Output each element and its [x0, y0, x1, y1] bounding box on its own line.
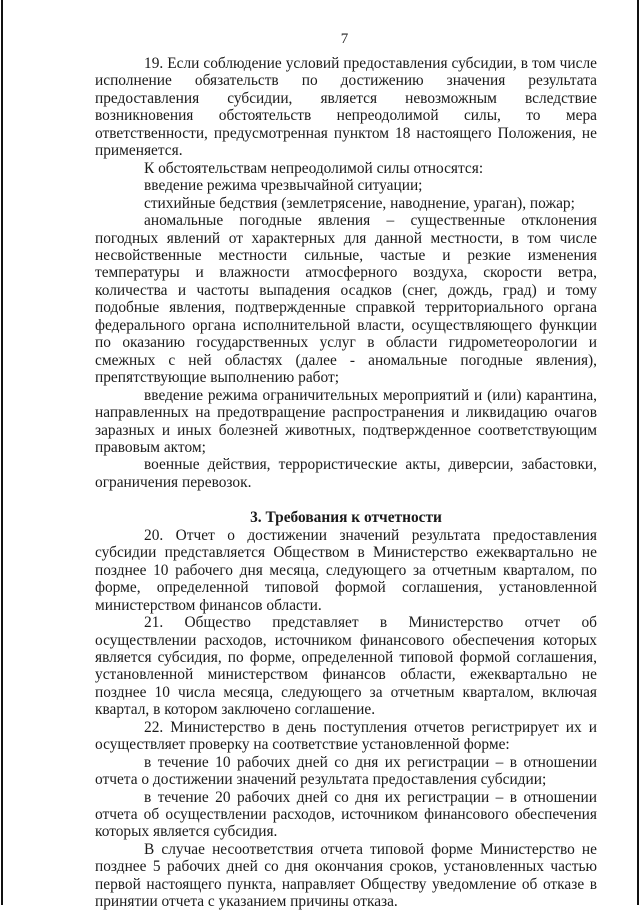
force-majeure-item: введение режима чрезвычайной ситуации; — [144, 177, 423, 195]
paragraph-20: 20. Отчет о достижении значений результата предоставления субсидии представляется Обществом в Министерство ежеквартально не позднее 10 рабочего дня месяца, следующего за отчетным кварталом, по форме, определенной типовой формой соглашения, установленной министерством финансов области. — [95, 526, 597, 614]
paragraph-22: 22. Министерство в день поступления отчетов регистрирует их и осуществляет проверку на соответствие установленной форме: — [95, 718, 597, 754]
page-border-right — [637, 0, 639, 905]
page-number: 7 — [340, 31, 349, 47]
paragraph-21: 21. Общество представляет в Министерство отчет об осуществлении расходов, источником финансового обеспечения которых является субсидия, по форме, определенной типовой формой соглашения, установленной министерством финансов области, ежеквартально не позднее 10 числа месяца, следующего за отчетным кварталом, включая квартал, в котором заключено соглашение. — [95, 614, 597, 719]
paragraph-19: 19. Если соблюдение условий предоставления субсидии, в том числе исполнение обязательств по достижению значения результата предоставления субсидии, является невозможным вследствие возникновения обстоятельств непреодолимой силы, то мера ответственности, предусмотренная пунктом 18 настоящего Положения, не применяется. — [95, 55, 597, 160]
force-majeure-item: стихийные бедствия (землетрясение, наводнение, ураган), пожар; — [144, 194, 575, 212]
document-body — [95, 55, 597, 911]
page-border-left — [1, 0, 3, 905]
force-majeure-item: военные действия, террористические акты, диверсии, забастовки, ограничения перевозок. — [95, 456, 597, 491]
section-heading: 3. Требования к отчетности — [250, 509, 442, 527]
paragraph-22-item: в течение 20 рабочих дней со дня их регистрации – в отношении отчета об осуществлении расходов, источником финансового обеспечения которых является субсидия. — [95, 788, 597, 841]
force-majeure-intro: К обстоятельствам непреодолимой силы относятся: — [144, 159, 484, 177]
force-majeure-item: введение режима ограничительных мероприятий и (или) карантина, направленных на предотвращение распространения и ликвидацию очагов заразных и иных болезней животных, подтвержденное соответствующим правовым актом; — [95, 386, 597, 456]
paragraph-22-refusal: В случае несоответствия отчета типовой форме Министерство не позднее 5 рабочих дней со дня окончания сроков, установленных частью первой настоящего пункта, направляет Обществу уведомление об отказе в принятии отчета с указанием причины отказа. — [95, 840, 597, 911]
force-majeure-item: аномальные погодные явления – существенные отклонения погодных явлений от характерных для данной местности, в том числе несвойственные местности сильные, частые и резкие изменения температуры и влажности атмосферного воздуха, скорости ветра, количества и частоты выпадения осадков (снег, дождь, град) и тому подобные явления, подтвержденные справкой территориального органа федерального органа исполнительной власти, осуществляющего функции по оказанию государственных услуг в области гидрометеорологии и смежных с ней областях (далее - аномальные погодные явления), препятствующие выполнению работ; — [95, 212, 597, 387]
paragraph-22-item: в течение 10 рабочих дней со дня их регистрации – в отношении отчета о достижении значений результата предоставления субсидии; — [95, 753, 597, 789]
